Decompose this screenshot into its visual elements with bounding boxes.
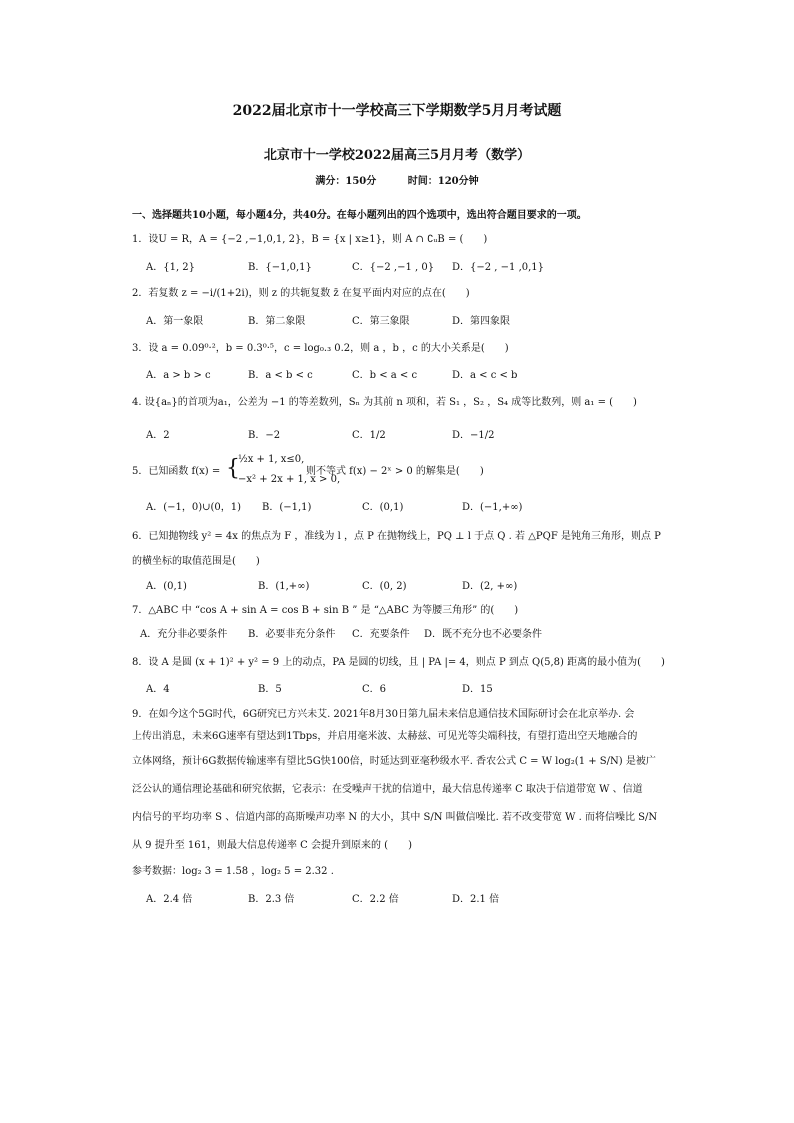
q1-option-d: D．{−2 , −1 ,0,1} (452, 262, 545, 273)
question-9-line-1: 9．在如今这个5G时代，6G研究已方兴未艾. 2021年8月30日第九届未来信息通信技术国际研讨会在北京举办. 会 (132, 709, 635, 720)
q5-piece-2: −x² + 2x + 1, x > 0, (238, 474, 341, 485)
q2-option-c: C．第三象限 (352, 316, 410, 327)
q6-option-d: D．(2, +∞) (462, 581, 518, 592)
reference-data: 参考数据：log₂ 3 = 1.58 ，log₂ 5 = 2.32 . (132, 866, 334, 877)
question-9-line-4: 泛公认的通信理论基础和研究依据，它表示：在受噪声干扰的信道中，最大信息传递率 C 取决于信道带宽 W 、信道 (132, 784, 643, 795)
question-4-stem: 4. 设{aₙ}的首项为a₁，公差为 −1 的等差数列，Sₙ 为其前 n 项和，若 S₁ ，S₂ ，S₄ 成等比数列，则 a₁ = ( ) (132, 397, 637, 408)
q4-option-a: A．2 (146, 430, 170, 441)
question-7-stem: 7．△ABC 中 “cos A + sin A = cos B + sin B ” 是 “△ABC 为等腰三角形” 的( ) (132, 605, 519, 616)
q3-option-d: D．a < c < b (452, 370, 518, 381)
q8-option-d: D．15 (462, 684, 493, 695)
q8-option-c: C．6 (362, 684, 387, 695)
q5-option-c: C．(0,1) (362, 502, 404, 513)
q2-option-a: A．第一象限 (146, 316, 204, 327)
q7-option-a: A．充分非必要条件 (140, 629, 228, 640)
question-5-stem-a: 5．已知函数 f(x) = (132, 466, 221, 477)
q1-option-a: A．{1, 2} (146, 262, 196, 273)
q5-option-a: A．(−1，0)∪(0，1) (146, 502, 242, 513)
q2-option-b: B．第二象限 (248, 316, 306, 327)
section-heading: 一、选择题共10小题，每小题4分，共40分。在每小题列出的四个选项中，选出符合题目要求的一项。 (132, 210, 587, 221)
q3-option-c: C．b < a < c (352, 370, 418, 381)
q6-option-a: A．(0,1) (146, 581, 187, 592)
q7-option-c: C．充要条件 (352, 629, 410, 640)
q7-option-b: B．必要非充分条件 (248, 629, 336, 640)
q9-option-d: D．2.1 倍 (452, 894, 500, 905)
question-9-line-5: 内信号的平均功率 S 、信道内部的高斯噪声功率 N 的大小，其中 S/N 叫做信噪比. 若不改变带宽 W . 而将信噪比 S/N (132, 812, 658, 823)
q6-option-b: B．(1,+∞) (258, 581, 310, 592)
question-9-line-3: 立体网络，预计6G数据传输速率有望比5G快100倍，时延达到亚毫秒级水平. 香农公式 C = W log₂(1 + S/N) 是被广 (132, 756, 656, 767)
q8-option-b: B．5 (258, 684, 282, 695)
q3-option-a: A．a > b > c (146, 370, 211, 381)
question-9-line-6: 从 9 提升至 161，则最大信息传递率 C 会提升到原来的 ( ) (132, 840, 412, 851)
question-1-stem: 1．设U = R，A = {−2 ,−1,0,1, 2}，B = {x | x≥1}，则 A ∩ ∁ᵤB = ( ) (132, 234, 488, 245)
q5-option-d: D．(−1,+∞) (462, 502, 523, 513)
question-6-stem: 6．已知抛物线 y² = 4x 的焦点为 F ，准线为 l ，点 P 在抛物线上，PQ ⊥ l 于点 Q . 若 △PQF 是钝角三角形，则点 P (132, 531, 661, 542)
q6-option-c: C．(0, 2) (362, 581, 407, 592)
exam-subtitle: 北京市十一学校2022届高三5月月考（数学） (263, 148, 531, 163)
q9-option-b: B．2.3 倍 (248, 894, 295, 905)
q9-option-a: A．2.4 倍 (146, 894, 193, 905)
page-title: 2022届北京市十一学校高三下学期数学5月月考试题 (232, 103, 562, 119)
q4-option-d: D．−1/2 (452, 430, 495, 441)
q1-option-b: B．{−1,0,1} (248, 262, 312, 273)
q9-option-c: C．2.2 倍 (352, 894, 399, 905)
q5-piece-1: ½x + 1, x≤0, (238, 454, 305, 465)
question-5-stem-b: 则不等式 f(x) − 2ˣ > 0 的解集是( ) (306, 466, 484, 477)
question-6-stem-2: 的横坐标的取值范围是( ) (132, 556, 260, 567)
exam-meta (0, 172, 794, 187)
question-2-stem: 2．若复数 z = −i/(1+2i)，则 z 的共轭复数 z̄ 在复平面内对应的点在( ) (132, 288, 470, 299)
exam-time: 时间：120分钟 (407, 176, 479, 187)
q2-option-d: D．第四象限 (452, 316, 511, 327)
q4-option-b: B．−2 (248, 430, 281, 441)
q4-option-c: C．1/2 (352, 430, 386, 441)
q8-option-a: A．4 (146, 684, 170, 695)
q3-option-b: B．a < b < c (248, 370, 313, 381)
brace-symbol: { (226, 456, 240, 481)
question-9-line-2: 上传出消息，未来6G速率有望达到1Tbps，并启用毫米波、太赫兹、可见光等尖端科技，有望打造出空天地融合的 (132, 731, 638, 742)
q7-option-d: D．既不充分也不必要条件 (424, 629, 543, 640)
q5-option-b: B．(−1,1) (262, 502, 312, 513)
full-score: 满分：150分 (315, 176, 377, 187)
q1-option-c: C．{−2 ,−1 , 0} (352, 262, 435, 273)
question-3-stem: 3．设 a = 0.09⁰·²，b = 0.3⁰·⁵，c = log₀.₃ 0.2，则 a ，b ，c 的大小关系是( ) (132, 343, 509, 354)
question-8-stem: 8．设 A 是圆 (x + 1)² + y² = 9 上的动点，PA 是圆的切线，且 | PA |= 4，则点 P 到点 Q(5,8) 距离的最小值为( ) (132, 657, 665, 668)
